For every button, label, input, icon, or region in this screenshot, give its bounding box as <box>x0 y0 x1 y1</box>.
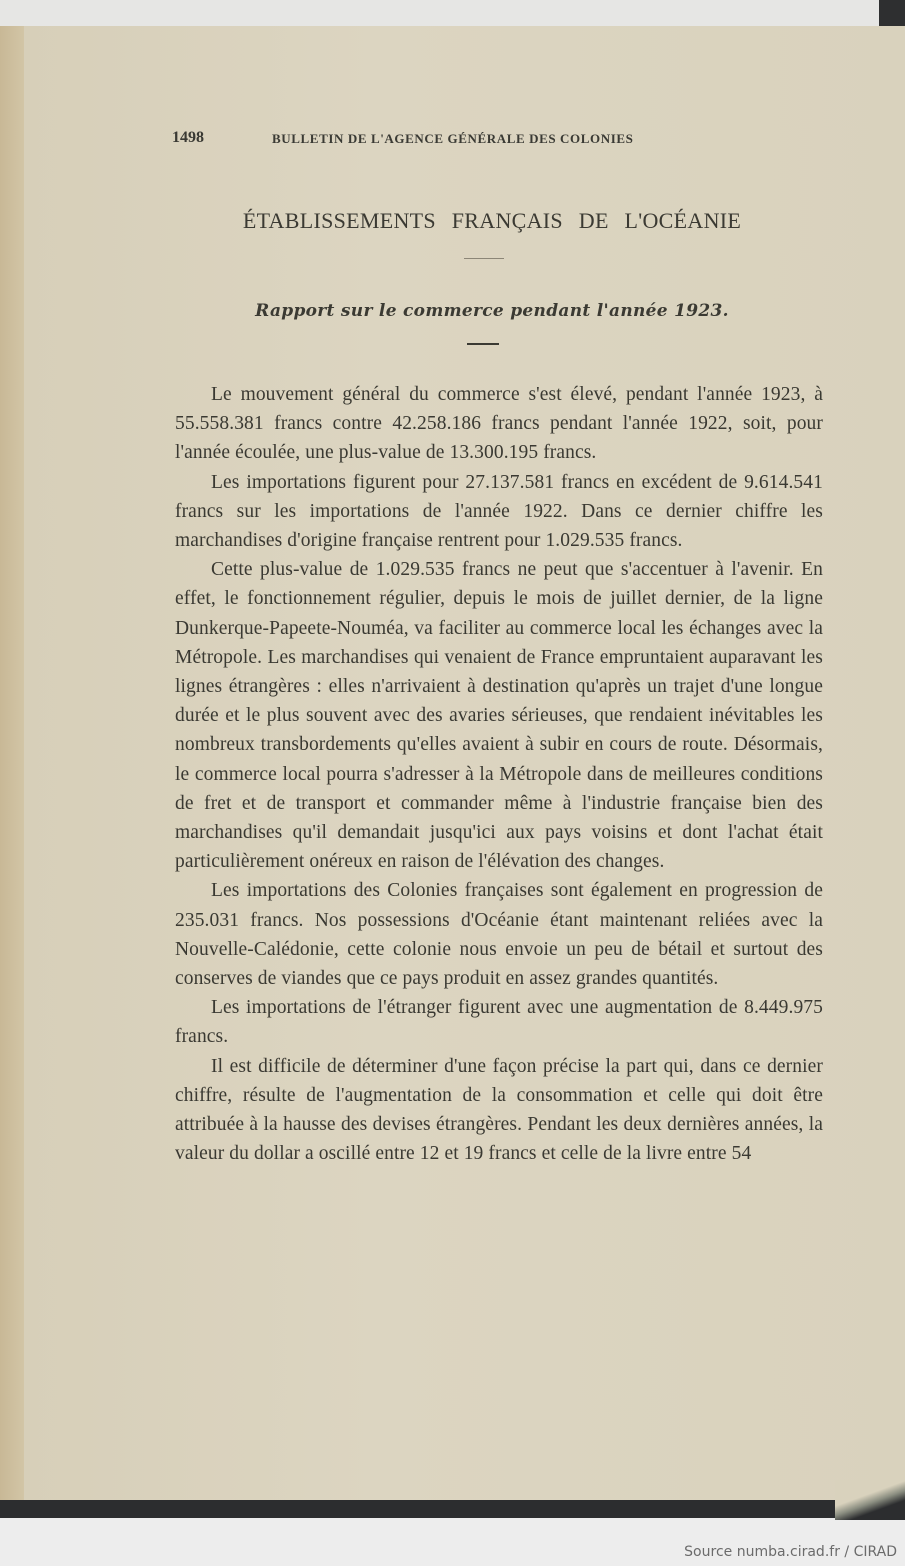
paragraph: Les importations figurent pour 27.137.581 francs en excédent de 9.614.541 francs sur les importations de l'année 1922. Dans ce dernier chiffre les marchandises d'origine française rentrent pour 1.029.535 francs. <box>175 471 823 552</box>
section-title: ÉTABLISSEMENTS FRANÇAIS DE L'OCÉANIE <box>242 208 742 233</box>
page-spine-shadow <box>0 26 24 1516</box>
paragraph: Les importations de l'étranger figurent avec une augmentation de 8.449.975 francs. <box>175 997 823 1048</box>
running-header <box>172 129 812 151</box>
scan-edge-dark <box>879 0 905 28</box>
journal-title: BULLETIN DE L'AGENCE GÉNÉRALE DES COLONIES <box>272 131 634 146</box>
page-corner-curl <box>835 1480 905 1520</box>
article-subtitle: Rapport sur le commerce pendant l'année 1923. <box>255 301 729 321</box>
scan-background-top <box>0 0 905 26</box>
paragraph: Il est difficile de déterminer d'une façon précise la part qui, dans ce dernier chiffre, résulte de l'augmentation de la consommation et celle qui doit être attribuée à la hausse des devises étrangères. Pendant les deux dernières années, la valeur du dollar a oscillé entre 12 et 19 francs et celle de la livre entre 54 <box>175 1055 823 1165</box>
paragraph: Cette plus-value de 1.029.535 francs ne peut que s'accentuer à l'avenir. En effet, le fonctionnement régulier, depuis le mois de juillet dernier, de la ligne Dunkerque-Papeete-Nouméa, va faciliter au commerce local les échanges avec la Métropole. Les marchandises qui venaient de France empruntaient auparavant les lignes étrangères : elles n'arrivaient à destination qu'après un trajet d'une longue durée et le plus souvent avec des avaries sérieuses, que rendaient inévitables les nombreux transbordements qu'elles avaient à subir en cours de route. Désormais, le commerce local pourra s'adresser à la Métropole dans de meilleures conditions de fret et de transport et commander même à l'industrie française bien des marchandises qu'il demandait jusqu'ici aux pays voisins et dont l'achat était particulièrement onéreux en raison de l'élévation des changes. <box>175 559 823 873</box>
separator-rule <box>467 343 499 345</box>
ornament-rule <box>464 258 504 259</box>
source-credit: Source numba.cirad.fr / CIRAD <box>684 1544 897 1560</box>
paragraph: Les importations des Colonies françaises sont également en progression de 235.031 francs. Nos possessions d'Océanie étant maintenant reliées avec la Nouvelle-Calédonie, cette colonie nous envoie un peu de bétail et surtout des conserves de viandes que ce pays produit en assez grandes quantités. <box>175 880 823 990</box>
scan-background-bottom <box>0 1500 905 1518</box>
paragraph: Le mouvement général du commerce s'est élevé, pendant l'année 1923, à 55.558.381 francs contre 42.258.186 francs pendant l'année 1922, soit, pour l'année écoulée, une plus-value de 13.300.195 francs. <box>175 384 823 464</box>
article-body <box>175 380 823 1168</box>
page-number: 1498 <box>172 129 204 146</box>
